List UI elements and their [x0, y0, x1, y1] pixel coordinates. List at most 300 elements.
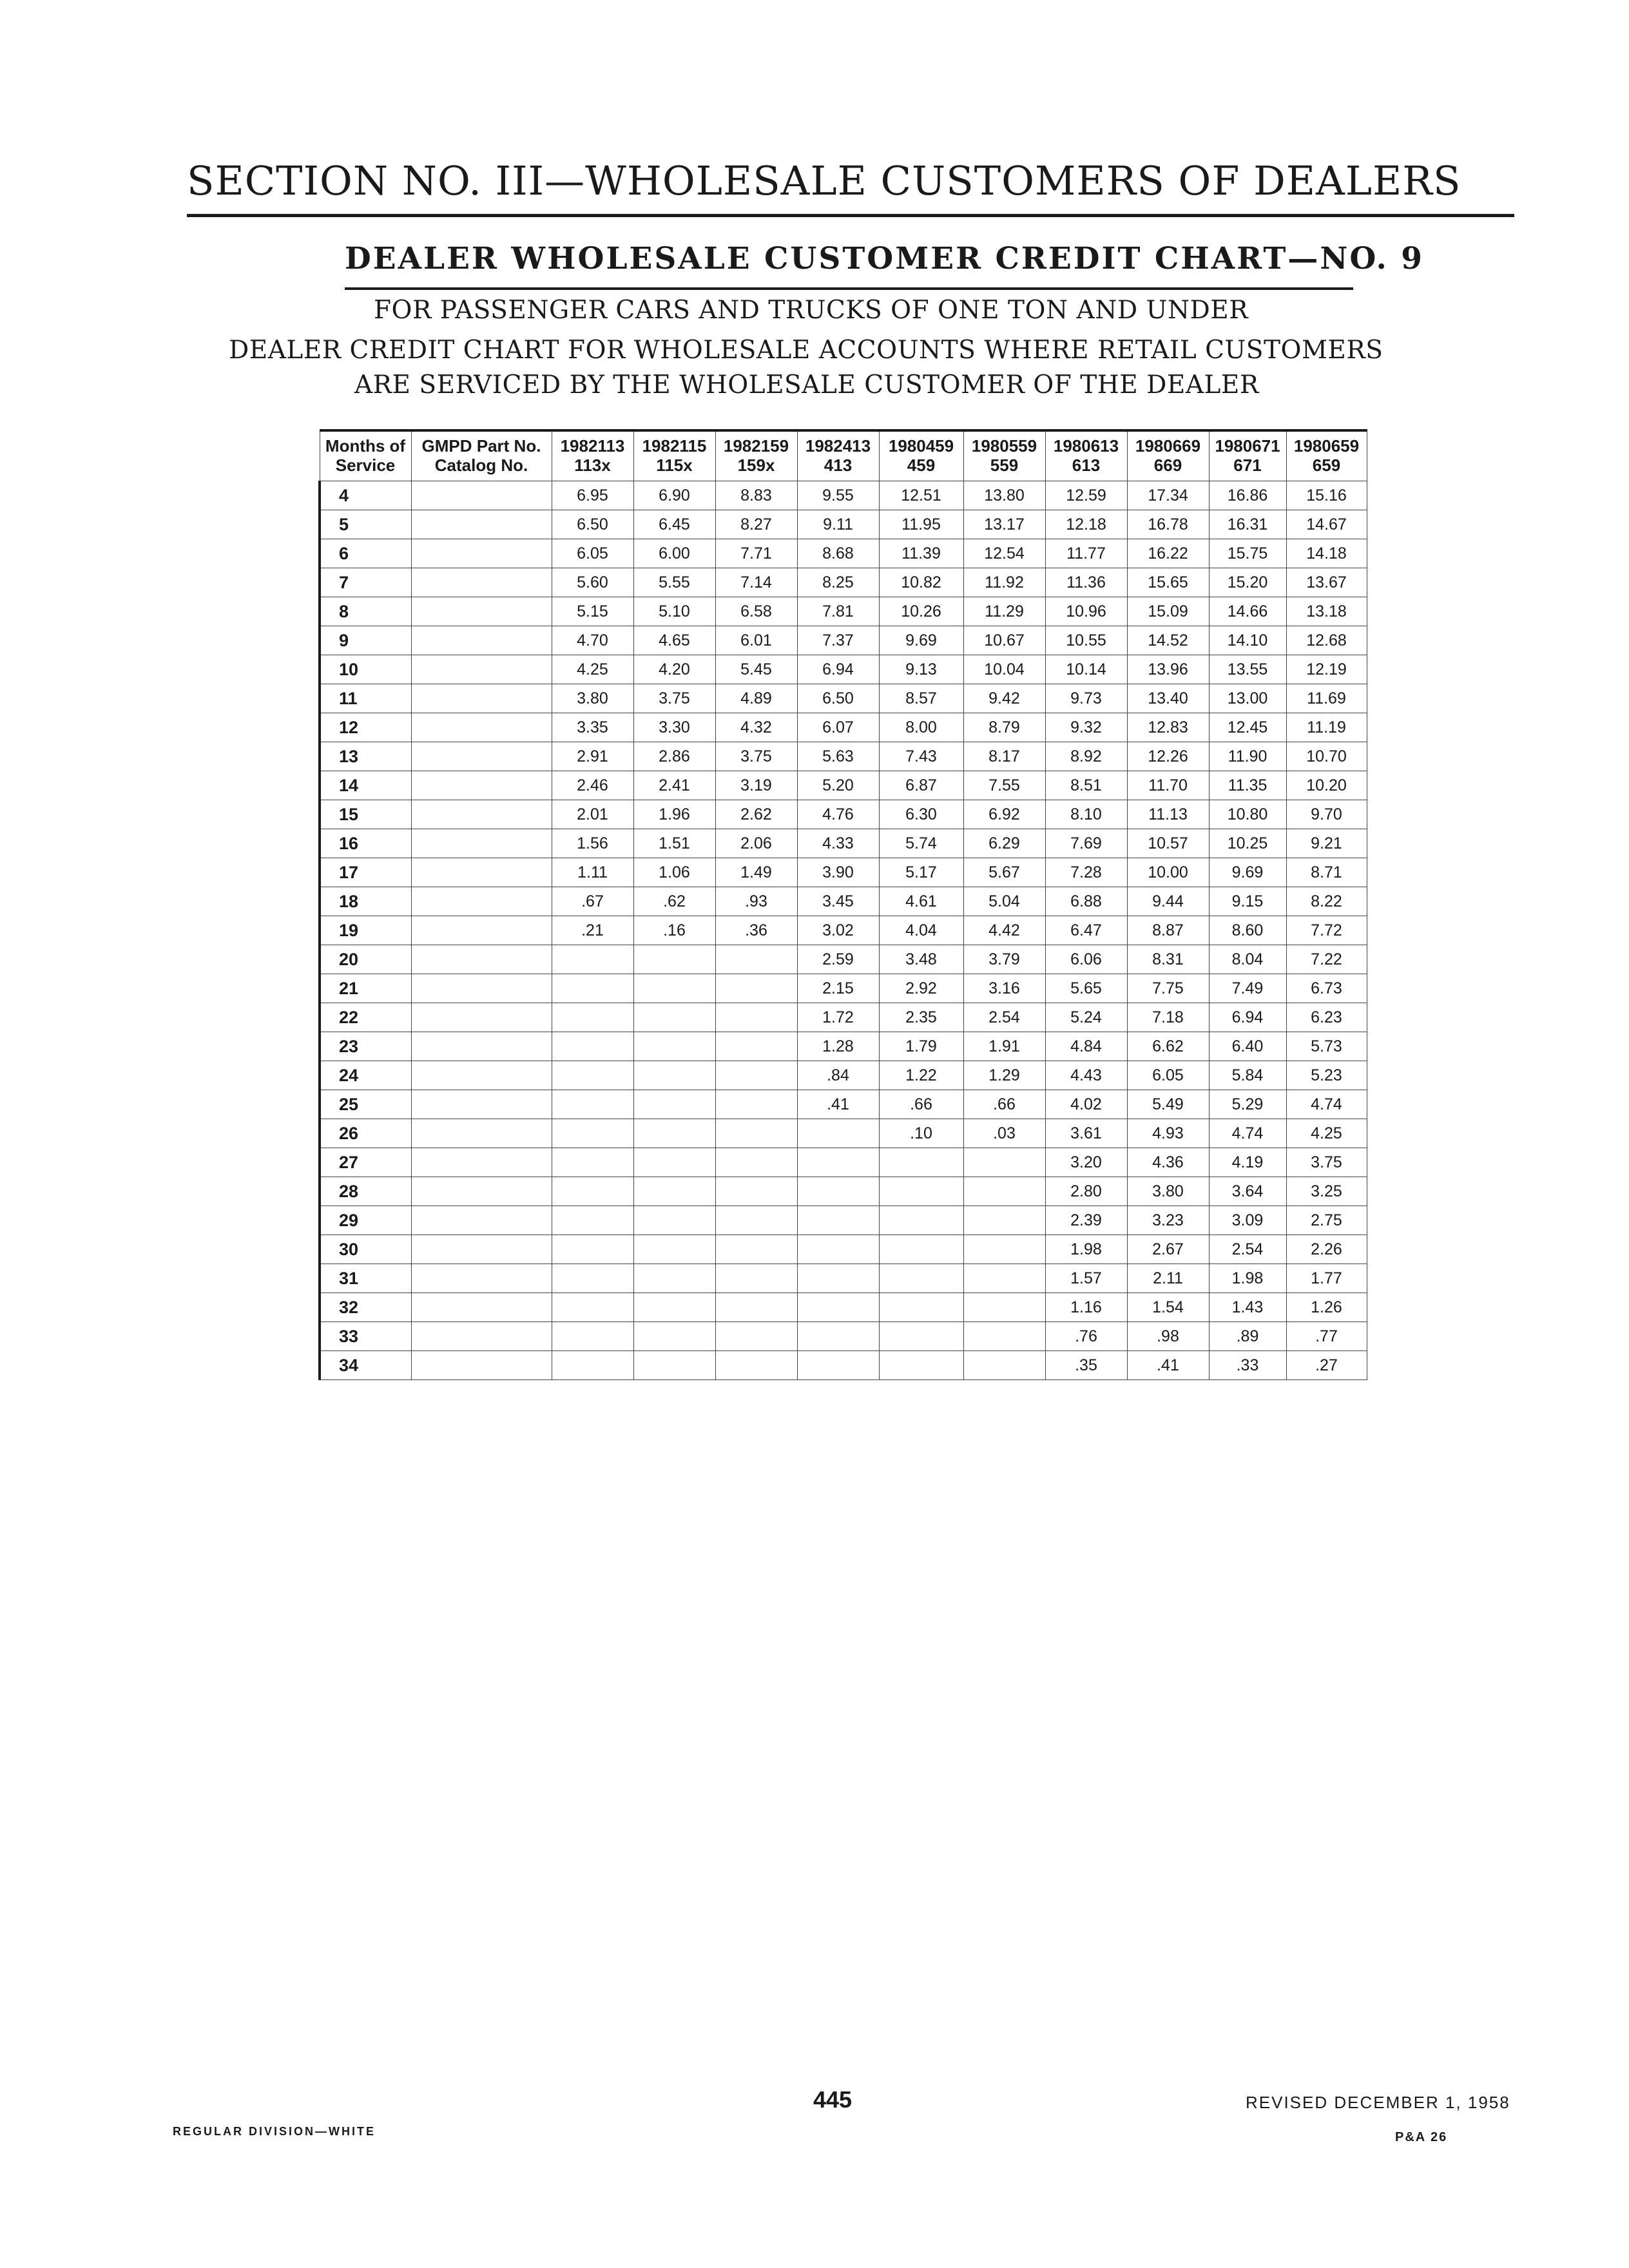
column-header-line2: 669: [1153, 456, 1182, 475]
credit-value-cell: 7.72: [1286, 916, 1367, 945]
part-number-cell: [411, 1264, 552, 1293]
chart-title-underline: [345, 287, 1353, 290]
credit-value-cell: 1.96: [633, 800, 715, 829]
credit-value-cell: 4.36: [1127, 1148, 1209, 1177]
column-header-line2: 559: [990, 456, 1019, 475]
table-row: [320, 887, 1367, 916]
credit-value-cell: 6.94: [1209, 1003, 1286, 1032]
credit-value-cell: 16.22: [1127, 539, 1209, 568]
credit-value-cell: 3.90: [797, 858, 879, 887]
credit-value-cell: .16: [633, 916, 715, 945]
months-of-service-cell: 15: [320, 800, 411, 829]
credit-value-cell: 1.72: [797, 1003, 879, 1032]
months-of-service-cell: 18: [320, 887, 411, 916]
credit-value-cell: 2.91: [552, 742, 633, 771]
credit-value-cell: 15.09: [1127, 597, 1209, 626]
table-row: [320, 626, 1367, 655]
credit-value-cell: 7.69: [1045, 829, 1127, 858]
column-header-line2: Catalog No.: [434, 456, 528, 475]
credit-value-cell: [552, 1293, 633, 1322]
credit-value-cell: 9.42: [963, 684, 1045, 713]
credit-value-cell: [715, 1061, 797, 1090]
credit-value-cell: 11.29: [963, 597, 1045, 626]
credit-value-cell: 8.87: [1127, 916, 1209, 945]
credit-value-cell: 2.92: [879, 974, 963, 1003]
credit-value-cell: 8.60: [1209, 916, 1286, 945]
credit-value-cell: [633, 1032, 715, 1061]
months-of-service-cell: 31: [320, 1264, 411, 1293]
credit-value-cell: 9.32: [1045, 713, 1127, 742]
credit-value-cell: 6.92: [963, 800, 1045, 829]
credit-value-cell: [963, 1264, 1045, 1293]
credit-value-cell: 4.61: [879, 887, 963, 916]
months-of-service-cell: 5: [320, 510, 411, 539]
credit-value-cell: 9.11: [797, 510, 879, 539]
credit-value-cell: [963, 1177, 1045, 1206]
months-of-service-cell: 16: [320, 829, 411, 858]
column-header-line2: Service: [335, 456, 396, 475]
credit-value-cell: [552, 1264, 633, 1293]
credit-value-cell: 8.31: [1127, 945, 1209, 974]
credit-value-cell: 5.04: [963, 887, 1045, 916]
credit-value-cell: 3.30: [633, 713, 715, 742]
credit-value-cell: 5.15: [552, 597, 633, 626]
table-row: [320, 597, 1367, 626]
credit-value-cell: 9.13: [879, 655, 963, 684]
credit-value-cell: .41: [1127, 1351, 1209, 1380]
credit-value-cell: 14.10: [1209, 626, 1286, 655]
credit-value-cell: 3.09: [1209, 1206, 1286, 1235]
credit-value-cell: 13.18: [1286, 597, 1367, 626]
credit-value-cell: 2.59: [797, 945, 879, 974]
column-header-line1: 1982413: [805, 436, 871, 456]
credit-value-cell: 13.17: [963, 510, 1045, 539]
credit-value-cell: [797, 1322, 879, 1351]
credit-value-cell: [633, 1090, 715, 1119]
credit-value-cell: 5.29: [1209, 1090, 1286, 1119]
part-number-cell: [411, 1003, 552, 1032]
credit-value-cell: 8.68: [797, 539, 879, 568]
part-number-cell: [411, 771, 552, 800]
credit-value-cell: 13.00: [1209, 684, 1286, 713]
credit-value-cell: 3.75: [1286, 1148, 1367, 1177]
subtitle-description-line1: DEALER CREDIT CHART FOR WHOLESALE ACCOUNTS WHERE RETAIL CUSTOMERS: [229, 336, 1383, 365]
credit-value-cell: 8.27: [715, 510, 797, 539]
section-title: SECTION NO. III—WHOLESALE CUSTOMERS OF DEALERS: [187, 157, 1461, 204]
credit-value-cell: 9.21: [1286, 829, 1367, 858]
credit-value-cell: 1.06: [633, 858, 715, 887]
credit-value-cell: 1.56: [552, 829, 633, 858]
credit-value-cell: 4.25: [1286, 1119, 1367, 1148]
credit-value-cell: 7.75: [1127, 974, 1209, 1003]
credit-value-cell: 5.45: [715, 655, 797, 684]
credit-value-cell: 5.60: [552, 568, 633, 597]
credit-value-cell: [715, 1235, 797, 1264]
months-of-service-cell: 13: [320, 742, 411, 771]
credit-value-cell: [715, 945, 797, 974]
credit-value-cell: 9.55: [797, 481, 879, 510]
table-row: [320, 1177, 1367, 1206]
credit-value-cell: 5.49: [1127, 1090, 1209, 1119]
credit-value-cell: 12.83: [1127, 713, 1209, 742]
credit-value-cell: 4.89: [715, 684, 797, 713]
credit-value-cell: 16.78: [1127, 510, 1209, 539]
column-header: [797, 430, 879, 481]
credit-value-cell: 7.49: [1209, 974, 1286, 1003]
credit-value-cell: 2.35: [879, 1003, 963, 1032]
table-row: [320, 742, 1367, 771]
credit-value-cell: 11.19: [1286, 713, 1367, 742]
credit-value-cell: 2.01: [552, 800, 633, 829]
column-header: [1127, 430, 1209, 481]
credit-value-cell: [797, 1148, 879, 1177]
credit-value-cell: [633, 1177, 715, 1206]
credit-value-cell: [552, 1206, 633, 1235]
credit-value-cell: 9.70: [1286, 800, 1367, 829]
credit-value-cell: 16.31: [1209, 510, 1286, 539]
credit-value-cell: 10.00: [1127, 858, 1209, 887]
credit-value-cell: 4.04: [879, 916, 963, 945]
credit-value-cell: [552, 1148, 633, 1177]
credit-value-cell: 10.67: [963, 626, 1045, 655]
credit-value-cell: 3.75: [633, 684, 715, 713]
revision-date: REVISED DECEMBER 1, 1958: [1246, 2093, 1510, 2112]
table-row: [320, 481, 1367, 510]
credit-value-cell: 6.62: [1127, 1032, 1209, 1061]
table-row: [320, 771, 1367, 800]
credit-value-cell: [879, 1293, 963, 1322]
credit-value-cell: 2.26: [1286, 1235, 1367, 1264]
months-of-service-cell: 22: [320, 1003, 411, 1032]
credit-value-cell: 3.75: [715, 742, 797, 771]
credit-value-cell: 7.55: [963, 771, 1045, 800]
credit-chart-table: [318, 429, 1367, 1380]
column-header-line2: 671: [1233, 456, 1262, 475]
credit-value-cell: 7.18: [1127, 1003, 1209, 1032]
credit-value-cell: 5.63: [797, 742, 879, 771]
months-of-service-cell: 10: [320, 655, 411, 684]
credit-value-cell: [879, 1264, 963, 1293]
months-of-service-cell: 33: [320, 1322, 411, 1351]
table-header-row: [320, 430, 1367, 481]
months-of-service-cell: 25: [320, 1090, 411, 1119]
credit-value-cell: 2.46: [552, 771, 633, 800]
credit-value-cell: 5.55: [633, 568, 715, 597]
part-number-cell: [411, 974, 552, 1003]
credit-value-cell: .93: [715, 887, 797, 916]
credit-value-cell: 12.45: [1209, 713, 1286, 742]
months-of-service-cell: 29: [320, 1206, 411, 1235]
credit-value-cell: 8.17: [963, 742, 1045, 771]
credit-value-cell: [633, 1206, 715, 1235]
credit-value-cell: 10.70: [1286, 742, 1367, 771]
credit-value-cell: 13.67: [1286, 568, 1367, 597]
column-header-line1: 1982159: [723, 436, 789, 456]
credit-value-cell: 8.79: [963, 713, 1045, 742]
credit-value-cell: [963, 1235, 1045, 1264]
part-number-cell: [411, 568, 552, 597]
credit-value-cell: 9.73: [1045, 684, 1127, 713]
months-of-service-cell: 28: [320, 1177, 411, 1206]
credit-value-cell: 6.07: [797, 713, 879, 742]
credit-value-cell: 10.26: [879, 597, 963, 626]
credit-value-cell: [633, 1293, 715, 1322]
credit-value-cell: 6.88: [1045, 887, 1127, 916]
credit-value-cell: 6.94: [797, 655, 879, 684]
credit-value-cell: [552, 1235, 633, 1264]
credit-value-cell: 1.79: [879, 1032, 963, 1061]
credit-value-cell: .84: [797, 1061, 879, 1090]
credit-value-cell: [879, 1351, 963, 1380]
credit-value-cell: 6.30: [879, 800, 963, 829]
credit-value-cell: [963, 1293, 1045, 1322]
credit-value-cell: 2.11: [1127, 1264, 1209, 1293]
credit-value-cell: [879, 1235, 963, 1264]
credit-value-cell: 4.76: [797, 800, 879, 829]
months-of-service-cell: 26: [320, 1119, 411, 1148]
part-number-cell: [411, 655, 552, 684]
part-number-cell: [411, 597, 552, 626]
credit-value-cell: 7.14: [715, 568, 797, 597]
column-header: [411, 430, 552, 481]
credit-value-cell: 16.86: [1209, 481, 1286, 510]
part-number-cell: [411, 684, 552, 713]
credit-value-cell: .77: [1286, 1322, 1367, 1351]
credit-value-cell: 2.06: [715, 829, 797, 858]
column-header-line1: 1980659: [1293, 436, 1360, 456]
credit-value-cell: 10.25: [1209, 829, 1286, 858]
credit-value-cell: 14.18: [1286, 539, 1367, 568]
credit-value-cell: 7.43: [879, 742, 963, 771]
credit-value-cell: 3.20: [1045, 1148, 1127, 1177]
credit-value-cell: 3.80: [552, 684, 633, 713]
credit-value-cell: 6.47: [1045, 916, 1127, 945]
credit-value-cell: 2.54: [963, 1003, 1045, 1032]
credit-value-cell: .76: [1045, 1322, 1127, 1351]
column-header-line2: 113x: [574, 456, 611, 475]
months-of-service-cell: 9: [320, 626, 411, 655]
credit-value-cell: [552, 1177, 633, 1206]
credit-value-cell: 11.92: [963, 568, 1045, 597]
credit-value-cell: 6.73: [1286, 974, 1367, 1003]
credit-value-cell: 9.69: [1209, 858, 1286, 887]
months-of-service-cell: 14: [320, 771, 411, 800]
credit-value-cell: 3.48: [879, 945, 963, 974]
credit-value-cell: 14.66: [1209, 597, 1286, 626]
section-title-underline: [187, 214, 1514, 217]
credit-value-cell: 4.33: [797, 829, 879, 858]
months-of-service-cell: 12: [320, 713, 411, 742]
credit-value-cell: 11.13: [1127, 800, 1209, 829]
credit-value-cell: 3.19: [715, 771, 797, 800]
credit-value-cell: [715, 974, 797, 1003]
credit-value-cell: 4.32: [715, 713, 797, 742]
part-number-cell: [411, 481, 552, 510]
credit-value-cell: 4.74: [1209, 1119, 1286, 1148]
column-header: [1286, 430, 1367, 481]
credit-value-cell: 1.22: [879, 1061, 963, 1090]
credit-value-cell: [633, 1235, 715, 1264]
credit-value-cell: [715, 1293, 797, 1322]
part-number-cell: [411, 1119, 552, 1148]
credit-value-cell: 3.80: [1127, 1177, 1209, 1206]
part-number-cell: [411, 858, 552, 887]
table-row: [320, 858, 1367, 887]
column-header-line1: 1980559: [971, 436, 1037, 456]
credit-value-cell: 5.20: [797, 771, 879, 800]
credit-value-cell: 9.44: [1127, 887, 1209, 916]
credit-value-cell: [963, 1206, 1045, 1235]
part-number-cell: [411, 1206, 552, 1235]
months-of-service-cell: 21: [320, 974, 411, 1003]
credit-value-cell: 11.69: [1286, 684, 1367, 713]
credit-value-cell: 3.64: [1209, 1177, 1286, 1206]
credit-value-cell: [879, 1177, 963, 1206]
credit-value-cell: 4.70: [552, 626, 633, 655]
credit-value-cell: 2.54: [1209, 1235, 1286, 1264]
credit-value-cell: 11.77: [1045, 539, 1127, 568]
credit-value-cell: 1.43: [1209, 1293, 1286, 1322]
credit-value-cell: [633, 1119, 715, 1148]
table-row: [320, 1322, 1367, 1351]
credit-value-cell: .33: [1209, 1351, 1286, 1380]
credit-value-cell: 8.22: [1286, 887, 1367, 916]
part-number-cell: [411, 1090, 552, 1119]
credit-value-cell: 6.87: [879, 771, 963, 800]
pa-code: P&A 26: [1395, 2130, 1448, 2144]
credit-value-cell: 5.24: [1045, 1003, 1127, 1032]
table-row: [320, 655, 1367, 684]
credit-value-cell: [715, 1148, 797, 1177]
column-header: [552, 430, 633, 481]
credit-value-cell: 4.84: [1045, 1032, 1127, 1061]
credit-value-cell: 11.39: [879, 539, 963, 568]
part-number-cell: [411, 887, 552, 916]
months-of-service-cell: 34: [320, 1351, 411, 1380]
credit-value-cell: 11.90: [1209, 742, 1286, 771]
credit-value-cell: 2.15: [797, 974, 879, 1003]
credit-value-cell: [715, 1322, 797, 1351]
chart-title: DEALER WHOLESALE CUSTOMER CREDIT CHART—NO. 9: [345, 241, 1424, 276]
months-of-service-cell: 11: [320, 684, 411, 713]
credit-value-cell: 1.54: [1127, 1293, 1209, 1322]
credit-value-cell: [715, 1264, 797, 1293]
credit-value-cell: 6.29: [963, 829, 1045, 858]
credit-value-cell: [633, 1061, 715, 1090]
credit-value-cell: 10.55: [1045, 626, 1127, 655]
credit-value-cell: 7.28: [1045, 858, 1127, 887]
part-number-cell: [411, 713, 552, 742]
credit-value-cell: 10.82: [879, 568, 963, 597]
credit-value-cell: 10.04: [963, 655, 1045, 684]
credit-value-cell: 8.25: [797, 568, 879, 597]
credit-value-cell: 14.52: [1127, 626, 1209, 655]
credit-value-cell: 3.23: [1127, 1206, 1209, 1235]
credit-value-cell: .03: [963, 1119, 1045, 1148]
credit-value-cell: 8.10: [1045, 800, 1127, 829]
part-number-cell: [411, 945, 552, 974]
table-row: [320, 1090, 1367, 1119]
credit-value-cell: 11.95: [879, 510, 963, 539]
credit-value-cell: [633, 1322, 715, 1351]
credit-value-cell: 8.00: [879, 713, 963, 742]
months-of-service-cell: 23: [320, 1032, 411, 1061]
column-header-line1: Months of: [325, 436, 406, 456]
credit-value-cell: .10: [879, 1119, 963, 1148]
part-number-cell: [411, 539, 552, 568]
credit-value-cell: [633, 1148, 715, 1177]
part-number-cell: [411, 1322, 552, 1351]
table-row: [320, 1148, 1367, 1177]
credit-value-cell: [633, 945, 715, 974]
credit-value-cell: .35: [1045, 1351, 1127, 1380]
credit-value-cell: 2.75: [1286, 1206, 1367, 1235]
column-header-line1: GMPD Part No.: [421, 436, 541, 456]
credit-value-cell: 4.02: [1045, 1090, 1127, 1119]
credit-value-cell: [715, 1090, 797, 1119]
part-number-cell: [411, 829, 552, 858]
part-number-cell: [411, 1032, 552, 1061]
part-number-cell: [411, 1293, 552, 1322]
table-row: [320, 510, 1367, 539]
credit-value-cell: [715, 1003, 797, 1032]
credit-value-cell: 2.41: [633, 771, 715, 800]
column-header: [320, 430, 411, 481]
credit-value-cell: 2.62: [715, 800, 797, 829]
credit-value-cell: 5.10: [633, 597, 715, 626]
credit-value-cell: [879, 1206, 963, 1235]
table-row: [320, 684, 1367, 713]
table-row: [320, 1119, 1367, 1148]
credit-value-cell: [797, 1177, 879, 1206]
months-of-service-cell: 30: [320, 1235, 411, 1264]
credit-value-cell: .89: [1209, 1322, 1286, 1351]
months-of-service-cell: 20: [320, 945, 411, 974]
column-header-line1: 1980669: [1135, 436, 1201, 456]
column-header: [715, 430, 797, 481]
credit-value-cell: [552, 974, 633, 1003]
credit-value-cell: 1.16: [1045, 1293, 1127, 1322]
column-header-line2: 159x: [737, 456, 775, 475]
credit-value-cell: [552, 1322, 633, 1351]
column-header-line1: 1980671: [1215, 436, 1280, 456]
credit-value-cell: 6.06: [1045, 945, 1127, 974]
credit-value-cell: 5.67: [963, 858, 1045, 887]
credit-value-cell: 12.26: [1127, 742, 1209, 771]
credit-value-cell: 6.00: [633, 539, 715, 568]
table-row: [320, 916, 1367, 945]
months-of-service-cell: 27: [320, 1148, 411, 1177]
credit-value-cell: 4.25: [552, 655, 633, 684]
credit-value-cell: 6.95: [552, 481, 633, 510]
credit-value-cell: [715, 1351, 797, 1380]
credit-value-cell: 2.39: [1045, 1206, 1127, 1235]
months-of-service-cell: 7: [320, 568, 411, 597]
part-number-cell: [411, 800, 552, 829]
credit-value-cell: [797, 1235, 879, 1264]
table-row: [320, 568, 1367, 597]
credit-value-cell: 1.11: [552, 858, 633, 887]
table-row: [320, 539, 1367, 568]
credit-value-cell: 1.28: [797, 1032, 879, 1061]
credit-value-cell: 7.37: [797, 626, 879, 655]
credit-value-cell: 6.23: [1286, 1003, 1367, 1032]
credit-value-cell: 3.45: [797, 887, 879, 916]
months-of-service-cell: 19: [320, 916, 411, 945]
column-header-line2: 459: [907, 456, 936, 475]
credit-value-cell: 1.57: [1045, 1264, 1127, 1293]
table-row: [320, 1206, 1367, 1235]
